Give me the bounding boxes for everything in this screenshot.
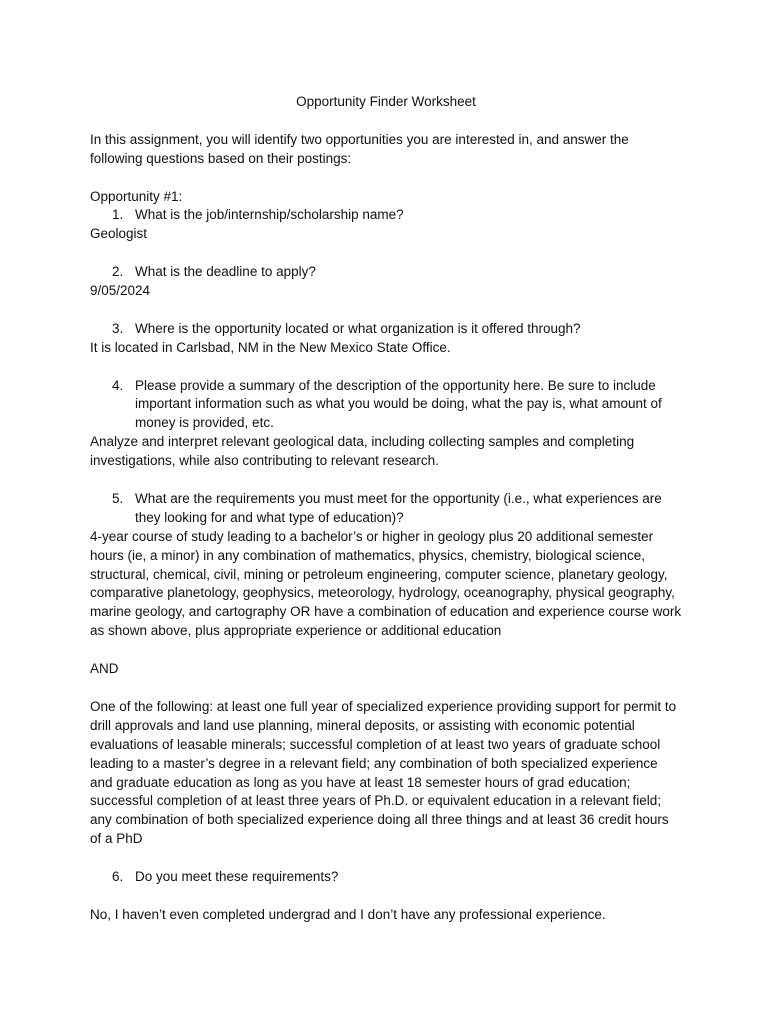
- answer-6: No, I haven’t even completed undergrad and I don’t have any professional experience.: [90, 906, 606, 922]
- answer-4: Analyze and interpret relevant geological data, including collecting samples and completing investigations, while also contributing to relevant research.: [90, 434, 635, 469]
- question-3-text: Where is the opportunity located or what organization is it offered through?: [135, 320, 581, 336]
- spacer: [90, 244, 682, 263]
- question-1: [90, 206, 682, 225]
- question-6-number: 6.: [112, 869, 124, 885]
- spacer: [90, 471, 682, 490]
- question-2: [90, 263, 682, 282]
- question-6-text: Do you meet these requirements?: [135, 869, 339, 885]
- intro-paragraph: In this assignment, you will identify two opportunities you are interested in, and answer the following questions based on their postings:: [90, 131, 629, 166]
- answer-5: 4-year course of study leading to a bachelor’s or higher in geology plus 20 additional semester hours (ie, a minor) in any combination of mathematics, physics, chemistry, biological science, structural, chemical, civil, mining or petroleum engineering, computer science, planetary geology, comparative planetology, geophysics, meteorology, hydrology, oceanography, physical geography, marine geology, and cartography OR have a combination of education and experience course work as shown above, plus appropriate experience or additional education: [90, 528, 682, 639]
- question-3-number: 3.: [112, 320, 124, 336]
- answer-2: 9/05/2024: [90, 283, 151, 299]
- answer-5-extra: One of the following: at least one full year of specialized experience providing support for permit to drill approvals and land use planning, mineral deposits, or assisting with economic potential evaluations of leasable minerals; successful completion of at least two years of graduate school leading to a master’s degree in a relevant field; any combination of both specialized experience and graduate education as long as you have at least 18 semester hours of grad education; successful completion of at least three years of Ph.D. or equivalent education in a relevant field; any combination of both specialized experience doing all three things and at least 36 credit hours of a PhD: [90, 698, 677, 847]
- answer-1: Geologist: [90, 226, 148, 242]
- opportunity-heading: Opportunity #1:: [90, 188, 183, 204]
- question-4-text: Please provide a summary of the description of the opportunity here. Be sure to include important information such as what you would be doing, what the pay is, what amount of money is provided, etc.: [135, 377, 662, 431]
- spacer: [90, 887, 682, 906]
- question-1-text: What is the job/internship/scholarship name?: [135, 207, 404, 223]
- spacer: [90, 679, 682, 698]
- question-5: [90, 490, 682, 528]
- question-5-number: 5.: [112, 490, 124, 506]
- question-1-number: 1.: [112, 207, 124, 223]
- spacer: [90, 112, 682, 131]
- answer-5-and-label: AND: [90, 661, 119, 677]
- spacer: [90, 358, 682, 377]
- question-4-number: 4.: [112, 377, 124, 393]
- question-2-text: What is the deadline to apply?: [135, 264, 316, 280]
- document-content: [90, 93, 682, 925]
- document-title: Opportunity Finder Worksheet: [296, 94, 476, 109]
- answer-3: It is located in Carlsbad, NM in the New Mexico State Office.: [90, 339, 451, 355]
- question-4: [90, 377, 682, 434]
- question-3: [90, 320, 682, 339]
- spacer: [90, 301, 682, 320]
- spacer: [90, 641, 682, 660]
- spacer: [90, 849, 682, 868]
- question-2-number: 2.: [112, 264, 124, 280]
- question-5-text: What are the requirements you must meet for the opportunity (i.e., what experiences are they looking for and what type of education)?: [135, 490, 662, 525]
- spacer: [90, 169, 682, 188]
- question-6: [90, 868, 682, 887]
